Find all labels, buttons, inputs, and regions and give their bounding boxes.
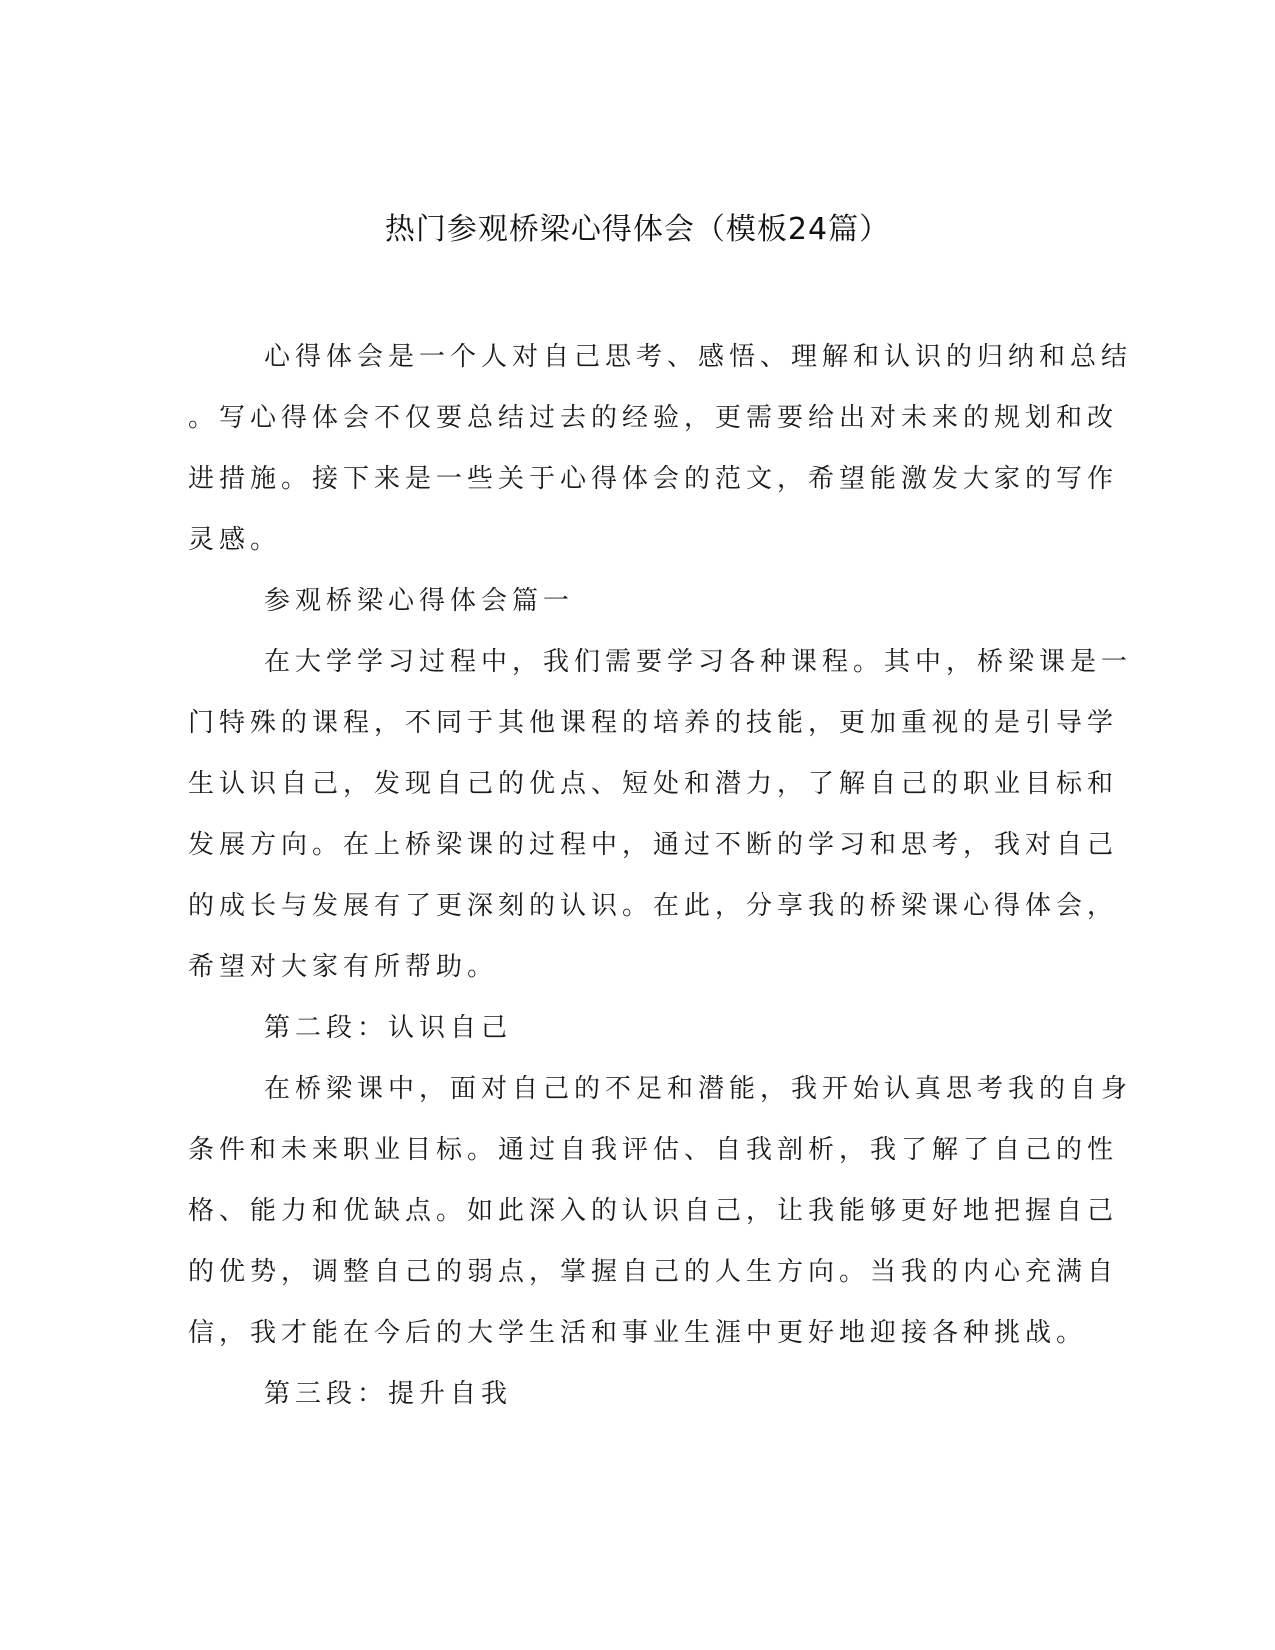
section-heading: 第二段：认识自己 xyxy=(264,1013,513,1043)
text-line: 生认识自己，发现自己的优点、短处和潜力，了解自己的职业目标和 xyxy=(188,769,1119,799)
text-line: 灵感。 xyxy=(188,525,282,555)
section-heading: 第三段：提升自我 xyxy=(264,1379,513,1409)
document-title: 热门参观桥梁心得体会（模板24篇） xyxy=(384,212,891,247)
text-line: 希望对大家有所帮助。 xyxy=(188,952,499,982)
document-body xyxy=(188,327,1133,1425)
text-line: 信，我才能在今后的大学生活和事业生涯中更好地迎接各种挑战。 xyxy=(188,1318,1088,1348)
text-line: 在大学学习过程中，我们需要学习各种课程。其中，桥梁课是一 xyxy=(264,647,1133,677)
text-line: 在桥梁课中，面对自己的不足和潜能，我开始认真思考我的自身 xyxy=(264,1074,1133,1104)
text-line: 门特殊的课程，不同于其他课程的培养的技能，更加重视的是引导学 xyxy=(188,708,1119,738)
text-line: 格、能力和优缺点。如此深入的认识自己，让我能够更好地把握自己 xyxy=(188,1196,1119,1226)
text-line: 的优势，调整自己的弱点，掌握自己的人生方向。当我的内心充满自 xyxy=(188,1257,1119,1287)
text-line: 心得体会是一个人对自己思考、感悟、理解和认识的归纳和总结 xyxy=(264,342,1133,372)
text-line: 的成长与发展有了更深刻的认识。在此，分享我的桥梁课心得体会， xyxy=(188,891,1119,921)
text-line: 。写心得体会不仅要总结过去的经验，更需要给出对未来的规划和改 xyxy=(188,403,1119,433)
text-line: 进措施。接下来是一些关于心得体会的范文，希望能激发大家的写作 xyxy=(188,464,1119,494)
text-line: 条件和未来职业目标。通过自我评估、自我剖析，我了解了自己的性 xyxy=(188,1135,1119,1165)
text-line: 发展方向。在上桥梁课的过程中，通过不断的学习和思考，我对自己 xyxy=(188,830,1119,860)
section-heading: 参观桥梁心得体会篇一 xyxy=(264,586,575,616)
